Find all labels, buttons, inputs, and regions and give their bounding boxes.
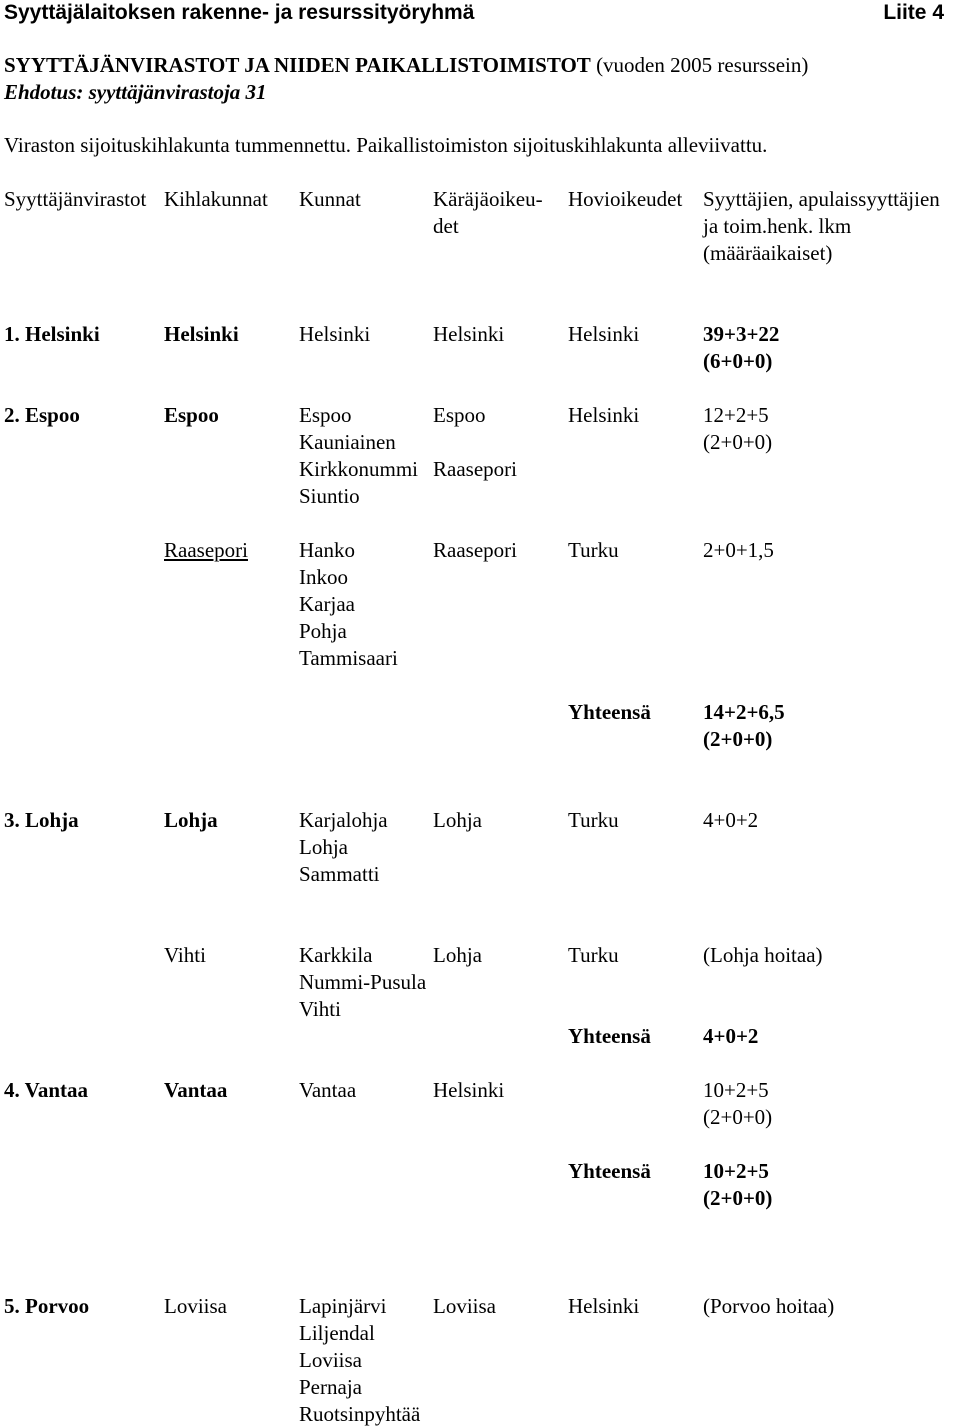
district-helsinki: Helsinki (164, 322, 239, 346)
col-header-courts-of-appeal: Hovioikeudet (568, 187, 683, 211)
municipalities-vihti (299, 942, 426, 1023)
district-loviisa: Loviisa (164, 1294, 227, 1318)
court-of-appeal-espoo: Helsinki (568, 403, 640, 427)
staff-espoo-count: 12+2+5 (703, 403, 769, 427)
list-item: Karkkila (299, 943, 373, 967)
list-item: Siuntio (299, 484, 360, 508)
list-item: Vihti (299, 997, 341, 1021)
district-raasepori: Raasepori (164, 538, 248, 562)
list-item: Sammatti (299, 862, 380, 886)
list-item: Karjaa (299, 592, 355, 616)
doc-heading-line (4, 52, 808, 79)
col-header-districts: Kihlakunnat (164, 187, 268, 211)
header-appendix: Liite 4 (883, 1, 944, 24)
total-staff-vantaa (703, 1158, 772, 1212)
col-header-district-courts-line1: Käräjäoikeu- (433, 187, 543, 211)
district-vihti: Vihti (164, 943, 206, 967)
list-item: Tammisaari (299, 646, 398, 670)
municipalities-lohja (299, 807, 388, 888)
doc-heading-note: (vuoden 2005 resurssein) (596, 53, 809, 77)
district-court-loviisa: Loviisa (433, 1294, 496, 1318)
district-court-helsinki: Helsinki (433, 322, 505, 346)
doc-proposal: Ehdotus: syyttäjänvirastoja 31 (4, 80, 267, 104)
list-item: Kirkkonummi (299, 457, 418, 481)
municipalities-loviisa (299, 1293, 420, 1428)
district-courts-espoo (433, 402, 517, 483)
list-item: Lapinjärvi (299, 1294, 387, 1318)
office-espoo: 2. Espoo (4, 403, 80, 427)
list-item: Hanko (299, 538, 355, 562)
district-court-vantaa: Helsinki (433, 1078, 505, 1102)
list-item: Espoo (299, 403, 352, 427)
doc-note: Viraston sijoituskihlakunta tummennettu. Paikallistoimiston sijoituskihlakunta alleviivattu. (4, 133, 768, 157)
total-staff-vantaa-temporary: (2+0+0) (703, 1186, 773, 1210)
staff-helsinki (703, 321, 779, 375)
col-header-district-courts (433, 186, 543, 240)
office-lohja: 3. Lohja (4, 808, 79, 832)
staff-vihti: (Lohja hoitaa) (703, 943, 823, 967)
court-of-appeal-vihti: Turku (568, 943, 619, 967)
list-item: Pohja (299, 619, 347, 643)
list-item: Liljendal (299, 1321, 375, 1345)
court-of-appeal-lohja: Turku (568, 808, 619, 832)
list-item: Nummi-Pusula (299, 970, 427, 994)
office-vantaa: 4. Vantaa (4, 1078, 89, 1102)
header-title: Syyttäjälaitoksen rakenne- ja resurssityöryhmä (4, 1, 475, 24)
district-vantaa: Vantaa (164, 1078, 228, 1102)
list-item (433, 429, 517, 456)
total-staff-vantaa-count: 10+2+5 (703, 1159, 769, 1183)
col-header-offices: Syyttäjänvirastot (4, 187, 147, 211)
list-item: Ruotsinpyhtää (299, 1402, 421, 1426)
staff-helsinki-temporary: (6+0+0) (703, 349, 773, 373)
office-helsinki: 1. Helsinki (4, 322, 100, 346)
court-of-appeal-raasepori: Turku (568, 538, 619, 562)
col-header-staff-line3: (määräaikaiset) (703, 241, 833, 265)
doc-heading: SYYTTÄJÄNVIRASTOT JA NIIDEN PAIKALLISTOIMISTOT (4, 53, 591, 77)
total-staff-espoo (703, 699, 785, 753)
list-item: Espoo (433, 403, 486, 427)
list-item: Inkoo (299, 565, 348, 589)
list-item: Karjalohja (299, 808, 388, 832)
col-header-staff (703, 186, 940, 267)
total-staff-lohja: 4+0+2 (703, 1024, 759, 1048)
list-item: Kauniainen (299, 430, 396, 454)
col-header-staff-line2: ja toim.henk. lkm (703, 214, 852, 238)
staff-espoo (703, 402, 772, 456)
col-header-staff-line1: Syyttäjien, apulaissyyttäjien (703, 187, 940, 211)
col-header-municipalities: Kunnat (299, 187, 361, 211)
total-staff-espoo-temporary: (2+0+0) (703, 727, 773, 751)
list-item: Lohja (299, 835, 348, 859)
district-court-vihti: Lohja (433, 943, 482, 967)
district-espoo: Espoo (164, 403, 219, 427)
staff-raasepori: 2+0+1,5 (703, 538, 774, 562)
staff-helsinki-count: 39+3+22 (703, 322, 780, 346)
district-court-raasepori: Raasepori (433, 538, 517, 562)
list-item: Raasepori (433, 457, 517, 481)
staff-loviisa: (Porvoo hoitaa) (703, 1294, 835, 1318)
col-header-district-courts-line2: det (433, 214, 459, 238)
staff-vantaa-count: 10+2+5 (703, 1078, 769, 1102)
total-label-vantaa: Yhteensä (568, 1159, 651, 1183)
municipality-vantaa: Vantaa (299, 1078, 357, 1102)
list-item: Pernaja (299, 1375, 362, 1399)
list-item: Loviisa (299, 1348, 362, 1372)
court-of-appeal-helsinki: Helsinki (568, 322, 640, 346)
municipalities-espoo (299, 402, 418, 510)
staff-vantaa-temporary: (2+0+0) (703, 1105, 773, 1129)
staff-vantaa (703, 1077, 772, 1131)
municipalities-raasepori (299, 537, 398, 672)
total-staff-espoo-count: 14+2+6,5 (703, 700, 785, 724)
total-label-espoo: Yhteensä (568, 700, 651, 724)
staff-lohja: 4+0+2 (703, 808, 759, 832)
staff-espoo-temporary: (2+0+0) (703, 430, 773, 454)
office-porvoo: 5. Porvoo (4, 1294, 90, 1318)
district-court-lohja: Lohja (433, 808, 482, 832)
district-lohja: Lohja (164, 808, 218, 832)
municipality-helsinki: Helsinki (299, 322, 371, 346)
total-label-lohja: Yhteensä (568, 1024, 651, 1048)
court-of-appeal-loviisa: Helsinki (568, 1294, 640, 1318)
